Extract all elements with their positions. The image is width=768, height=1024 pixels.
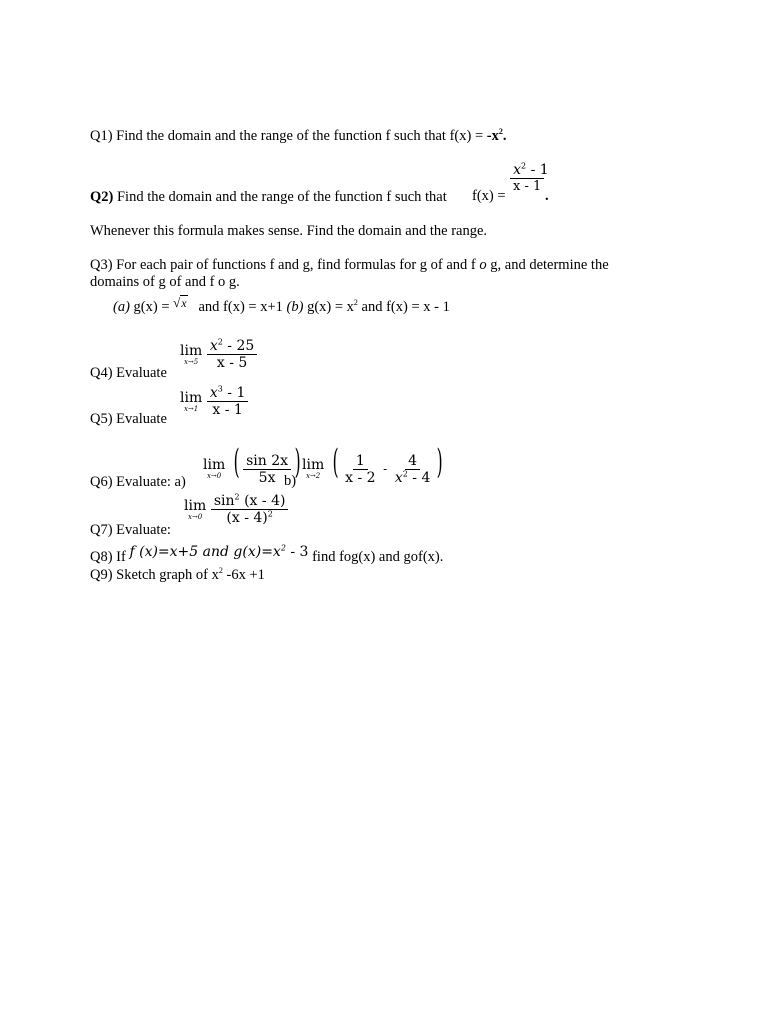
q8-expr: f (x)=x+5 and g(x)=x [129, 544, 281, 560]
q3-part-a-label: (a) [113, 299, 130, 315]
question-9 [90, 567, 265, 583]
q6-b-lim-sub: x→2 [305, 472, 321, 480]
question-8 [90, 543, 444, 565]
q2-num-exp: 2 [521, 161, 527, 171]
q9-label: Q9) Sketch graph of [90, 567, 212, 583]
q5-num-rest: - 1 [222, 385, 246, 401]
q2-text: Find the domain and the range of the function f such that [113, 189, 447, 205]
q6-label: Q6) Evaluate: a) [90, 474, 186, 490]
q3-compose-o: o [479, 257, 487, 273]
q4-label: Q4) Evaluate [90, 365, 167, 381]
q7-limit [184, 494, 288, 525]
q5-num-exp: 3 [217, 384, 223, 394]
q2-label: Q2) [90, 189, 114, 205]
q6-a-lim: lim [203, 457, 226, 473]
q1-period: . [502, 128, 507, 144]
q2-num-rest: - 1 [526, 162, 549, 178]
q6-minus: - [383, 462, 388, 476]
q6-b2-den-rest: - 4 [407, 469, 431, 486]
q7-lim: lim [184, 497, 207, 514]
q7-den: (x - 4) [226, 510, 268, 526]
q4-num-rest: - 25 [222, 338, 255, 354]
q4-num-exp: 2 [217, 337, 223, 347]
q6-b2-den-exp: 2 [402, 468, 408, 478]
q7-lim-sub: x→0 [187, 512, 203, 521]
question-3-line-2: domains of g of and f o g. [90, 274, 240, 290]
q5-limit [180, 386, 248, 417]
q5-lim: lim [180, 389, 203, 406]
q6-b2-den-x: x [394, 469, 403, 486]
question-3-line-1 [90, 257, 609, 273]
q7-label: Q7) Evaluate: [90, 522, 171, 538]
q4-limit [180, 339, 257, 370]
q5-num-x: x [209, 385, 218, 401]
q7-num-rest: (x - 4) [244, 493, 286, 509]
q4-lim: lim [180, 342, 203, 359]
q6-a-limit: lim x→0 ( $\frac{\sin 2x}{5x}$ ) [203, 442, 301, 486]
q7-num-sin: sin [213, 493, 235, 509]
q6-b-limit: lim x→2 ( $\frac{1}{x - 2}$ - $\frac{4}{x^2 - 4}$ ) [302, 442, 443, 486]
q6-b1-num: 1 [353, 454, 368, 470]
q7-num-exp: 2 [234, 492, 240, 502]
q4-lim-sub: x→5 [183, 357, 199, 366]
q8-rest: find fog(x) and gof(x). [312, 549, 444, 565]
q8-expr-end: - 3 [285, 544, 309, 560]
q3-sqrt-x: x [181, 296, 187, 310]
q3-line1-end: g, and determine the [486, 257, 609, 273]
q6-a-num: sin 2x [243, 454, 291, 470]
q1-text: Q1) Find the domain and the range of the function f such that f(x) = [90, 128, 487, 144]
q6-a-den: 5x [258, 469, 276, 486]
q1-rhs: -x [486, 128, 499, 144]
question-1 [90, 128, 506, 144]
q3-part-a-f: and f(x) = x+1 [198, 299, 287, 315]
q5-label: Q5) Evaluate [90, 411, 167, 427]
q3-part-b-f: and f(x) = x - 1 [357, 299, 450, 315]
q9-exp: 2 [218, 566, 223, 576]
q6-b-label: b) [284, 473, 297, 489]
q4-num-x: x [209, 338, 218, 354]
q9-x: x [211, 567, 219, 583]
q2-fx: f(x) = [472, 188, 506, 204]
q2-period: . [545, 188, 549, 204]
q3-part-a-g: g(x) = [129, 299, 174, 315]
q2-den: x - 1 [513, 179, 542, 194]
q8-exp: 2 [280, 543, 286, 553]
q6-b-lim: lim [302, 457, 325, 473]
whenever-line: Whenever this formula makes sense. Find the domain and the range. [90, 223, 488, 239]
question-3-parts [113, 295, 450, 315]
sqrt-symbol: √x [173, 295, 187, 310]
q3-part-b-g: g(x) = x [303, 299, 354, 315]
q3-line1-text: Q3) For each pair of functions f and g, find formulas for g of and f [90, 257, 480, 273]
q2-fraction [510, 161, 549, 194]
q7-den-exp: 2 [267, 509, 273, 519]
q5-den: x - 1 [212, 402, 243, 418]
q8-label: Q8) If [90, 549, 126, 565]
q9-rest: -6x +1 [222, 567, 265, 583]
q3-part-b-exp: 2 [353, 298, 358, 308]
q1-exponent: 2 [498, 127, 503, 137]
q3-part-b-label: (b) [286, 299, 304, 315]
q4-den: x - 5 [216, 355, 248, 371]
q6-a-lim-sub: x→0 [206, 472, 222, 480]
q5-lim-sub: x→1 [183, 404, 199, 413]
q6-b2-num: 4 [405, 454, 420, 470]
q6-b1-den: x - 2 [345, 469, 376, 486]
question-2 [90, 189, 447, 205]
q2-num-x: x [513, 162, 522, 178]
